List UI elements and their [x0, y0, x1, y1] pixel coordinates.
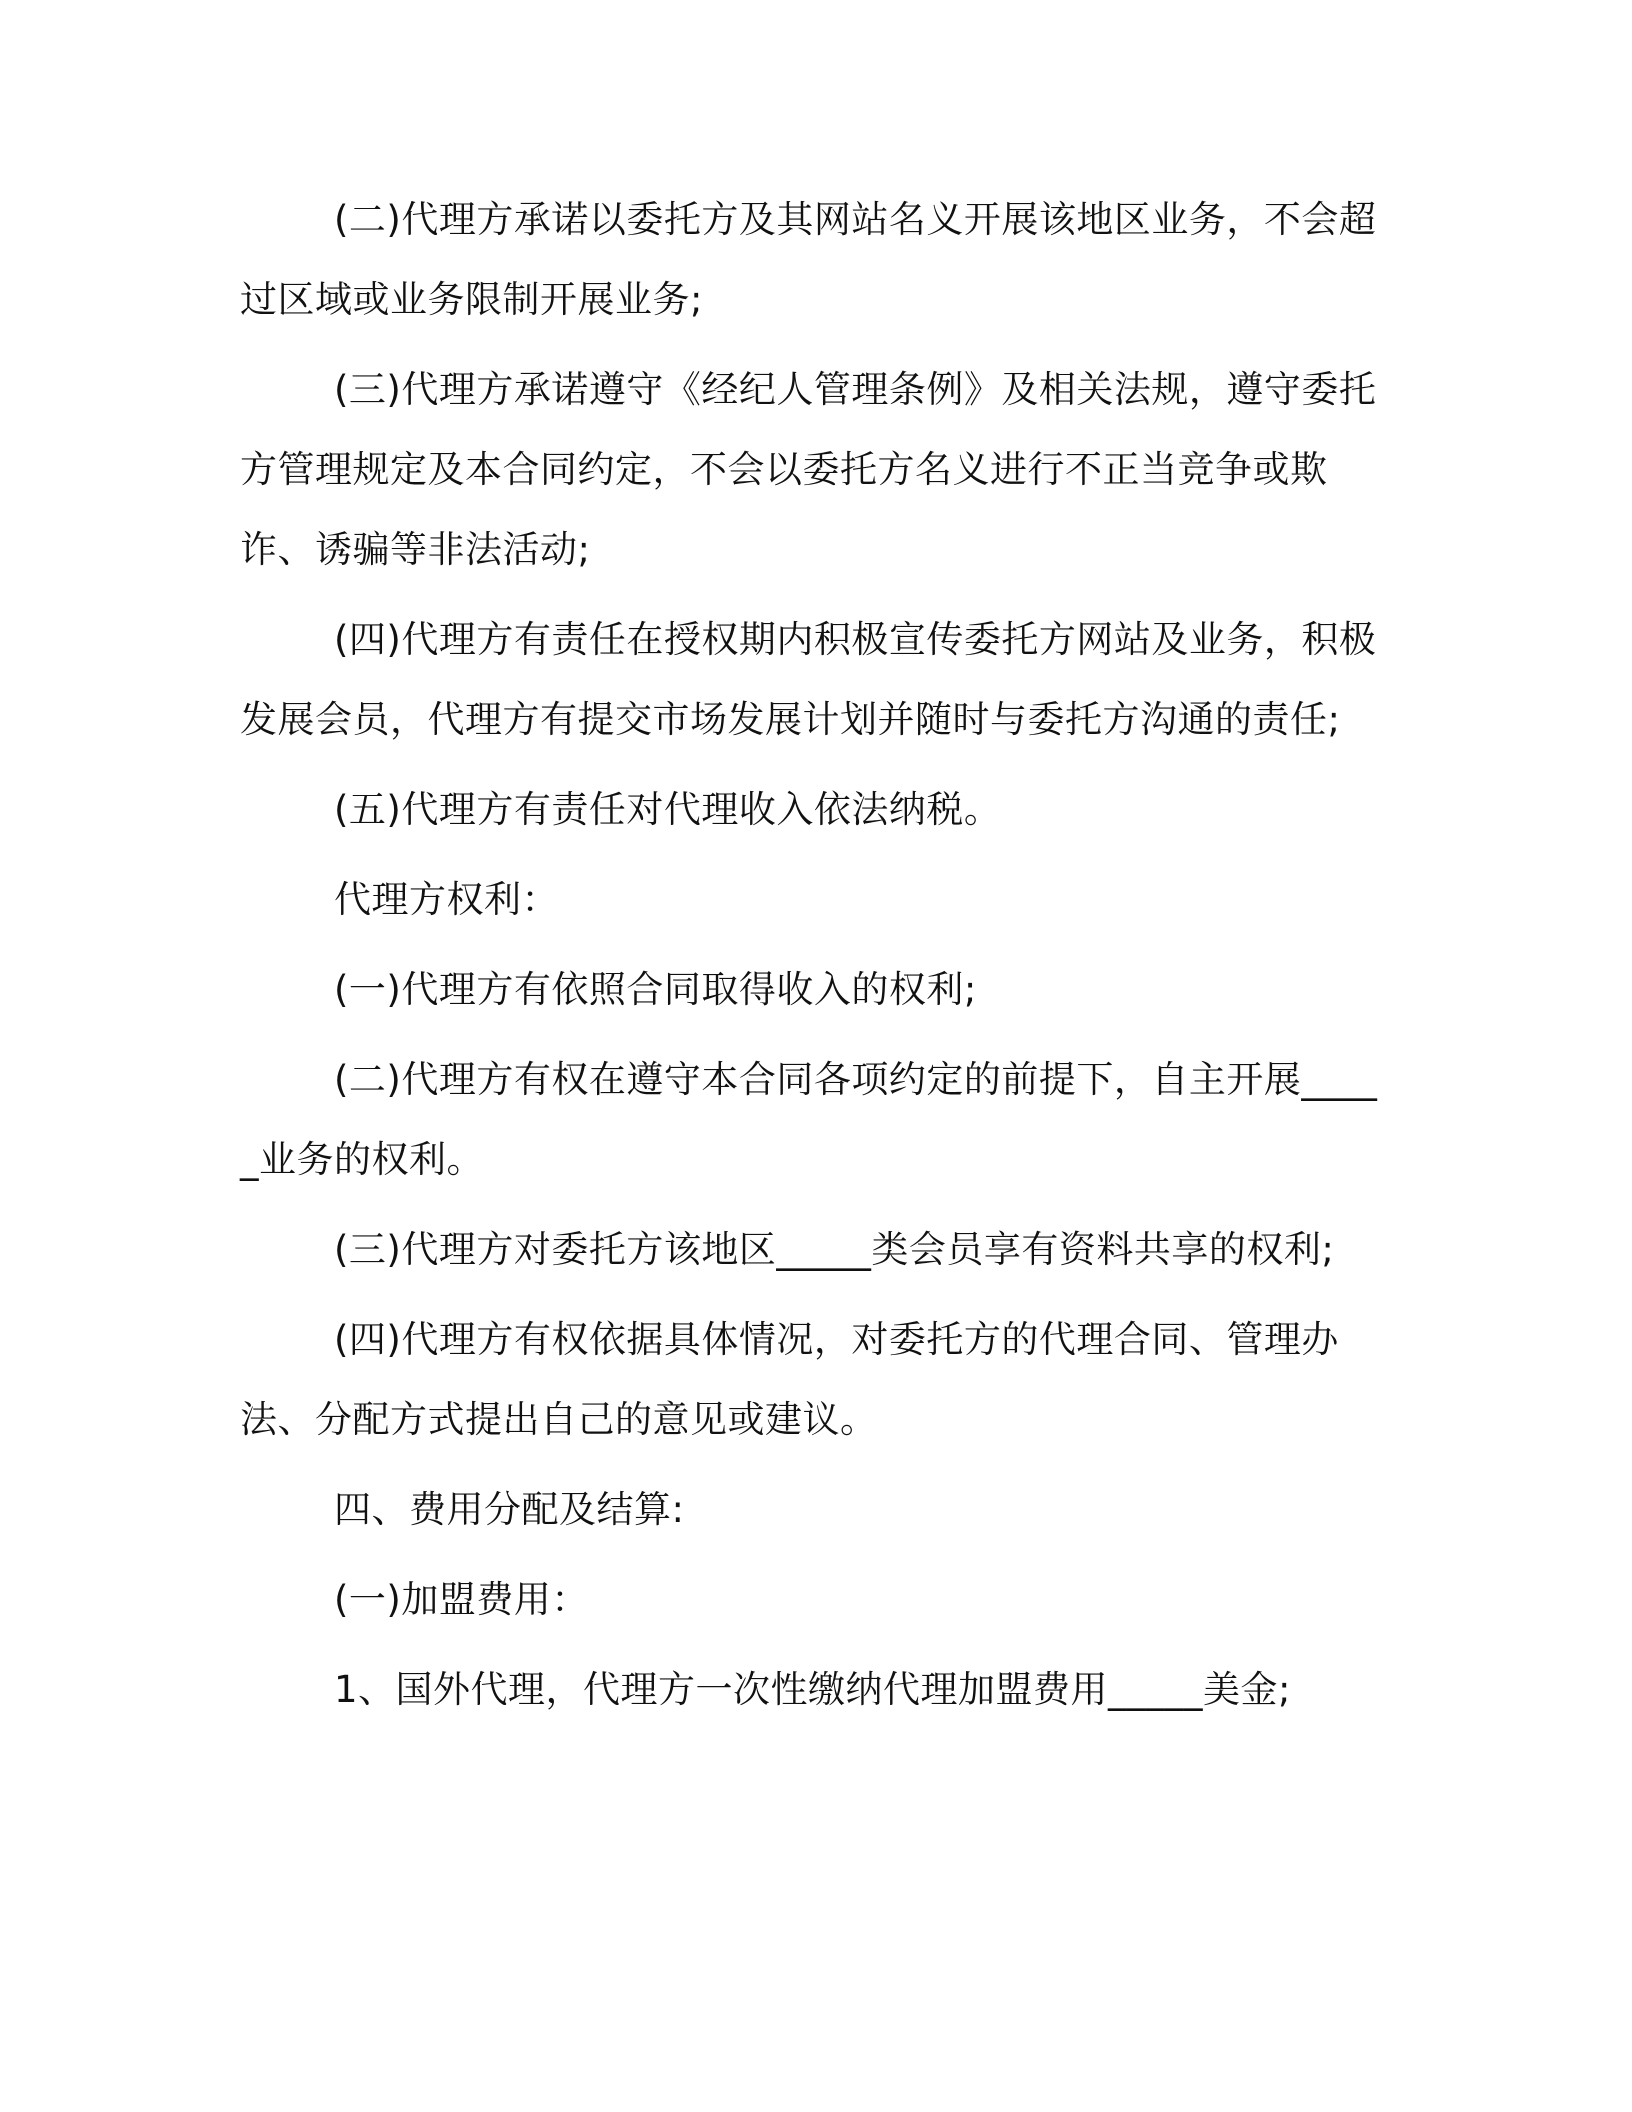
paragraph-agent-responsibility-5: (五)代理方有责任对代理收入依法纳税。: [334, 788, 1002, 831]
subsection-heading-franchise-fee: (一)加盟费用：: [334, 1578, 589, 1621]
section-heading-fee-allocation: 四、费用分配及结算:: [334, 1488, 685, 1531]
paragraph-agent-responsibility-4: (四)代理方有责任在授权期内积极宣传委托方网站及业务，积极发展会员，代理方有提交市场发展计划并随时与委托方沟通的责任;: [240, 618, 1377, 741]
paragraph-agent-right-1: (一)代理方有依照合同取得收入的权利;: [334, 968, 977, 1011]
paragraph-agent-commitment-3: (三)代理方承诺遵守《经纪人管理条例》及相关法规，遵守委托方管理规定及本合同约定，不会以委托方名义进行不正当竞争或欺诈、诱骗等非法活动;: [240, 368, 1377, 571]
paragraph-agent-right-3: (三)代理方对委托方该地区_____类会员享有资料共享的权利;: [334, 1228, 1335, 1271]
paragraph-overseas-agent-fee: 1、国外代理，代理方一次性缴纳代理加盟费用_____美金;: [334, 1668, 1292, 1711]
paragraph-agent-right-2: (二)代理方有权在遵守本合同各项约定的前提下，自主开展_____业务的权利。: [240, 1058, 1378, 1181]
paragraph-agent-right-4: (四)代理方有权依据具体情况，对委托方的代理合同、管理办法、分配方式提出自己的意见或建议。: [240, 1318, 1339, 1441]
paragraph-agent-commitment-2: (二)代理方承诺以委托方及其网站名义开展该地区业务，不会超过区域或业务限制开展业务;: [240, 198, 1377, 321]
document-body: [240, 180, 1390, 1740]
section-heading-agent-rights: 代理方权利：: [334, 878, 559, 921]
